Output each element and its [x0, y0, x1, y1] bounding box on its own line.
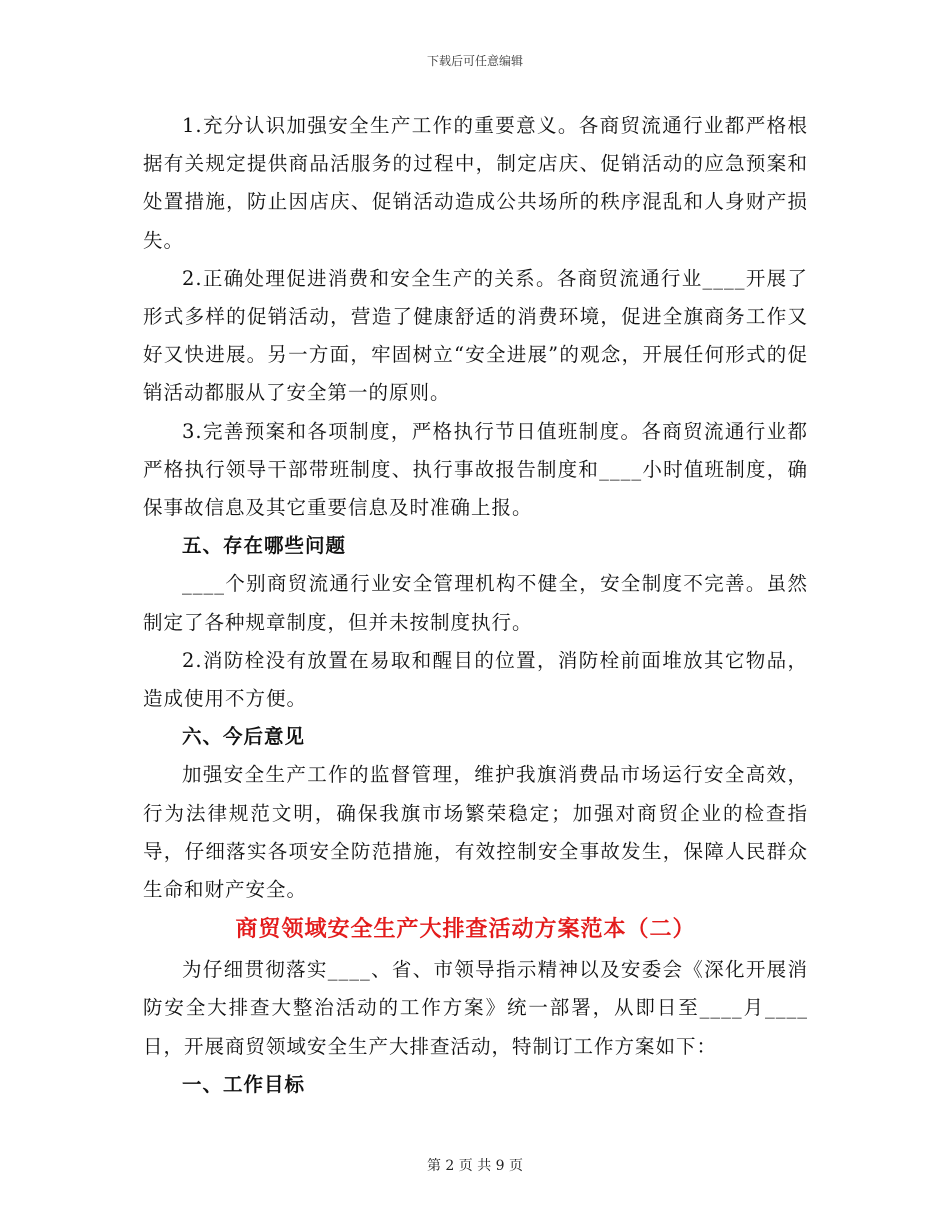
section-heading-problems: 五、存在哪些问题 — [182, 534, 347, 558]
paragraph-opinions: 加强安全生产工作的监督管理，维护我旗消费品市场运行安全高效，行为法律规范文明，确保我旗市场繁荣稳定；加强对商贸企业的检查指导，仔细落实各项安全防范措施，有效控制安全事故发生，保障人民群众生命和财产安全。 — [143, 763, 808, 902]
paragraph-item-3: 3.完善预案和各项制度，严格执行节日值班制度。各商贸流通行业都严格执行领导干部带班制度、执行事故报告制度和____小时值班制度，确保事故信息及其它重要信息及时准确上报。 — [143, 419, 808, 520]
document-body — [143, 107, 808, 1104]
paragraph-item-2: 2.正确处理促进消费和安全生产的关系。各商贸流通行业____开展了形式多样的促销活动，营造了健康舒适的消费环境，促进全旗商务工作又好又快进展。另一方面，牢固树立“安全进展”的观念，开展任何形式的促销活动都服从了安全第一的原则。 — [143, 266, 808, 405]
page-footer: 第 2 页 共 9 页 — [426, 1158, 524, 1174]
paragraph-problem-1: ____个别商贸流通行业安全管理机构不健全，安全制度不完善。虽然制定了各种规章制度，但并未按制度执行。 — [143, 572, 808, 634]
paragraph-intro-2: 为仔细贯彻落实____、省、市领导指示精神以及安委会《深化开展消防安全大排查大整治活动的工作方案》统一部署，从即日至____月____日，开展商贸领域安全生产大排查活动，特制订工作方案如下： — [143, 958, 808, 1058]
paragraph-item-1: 1.充分认识加强安全生产工作的重要意义。各商贸流通行业都严格根据有关规定提供商品活服务的过程中，制定店庆、促销活动的应急预案和处置措施，防止因店庆、促销活动造成公共场所的秩序混乱和人身财产损失。 — [143, 114, 808, 252]
page-header: 下载后可任意编辑 — [426, 54, 523, 68]
section-heading-opinions: 六、今后意见 — [182, 725, 306, 749]
paragraph-problem-2: 2.消防栓没有放置在易取和醒目的位置，消防栓前面堆放其它物品，造成使用不方便。 — [143, 648, 808, 711]
section-heading-goals: 一、工作目标 — [182, 1072, 306, 1096]
document-title-2: 商贸领域安全生产大排查活动方案范本（二） — [235, 917, 696, 943]
